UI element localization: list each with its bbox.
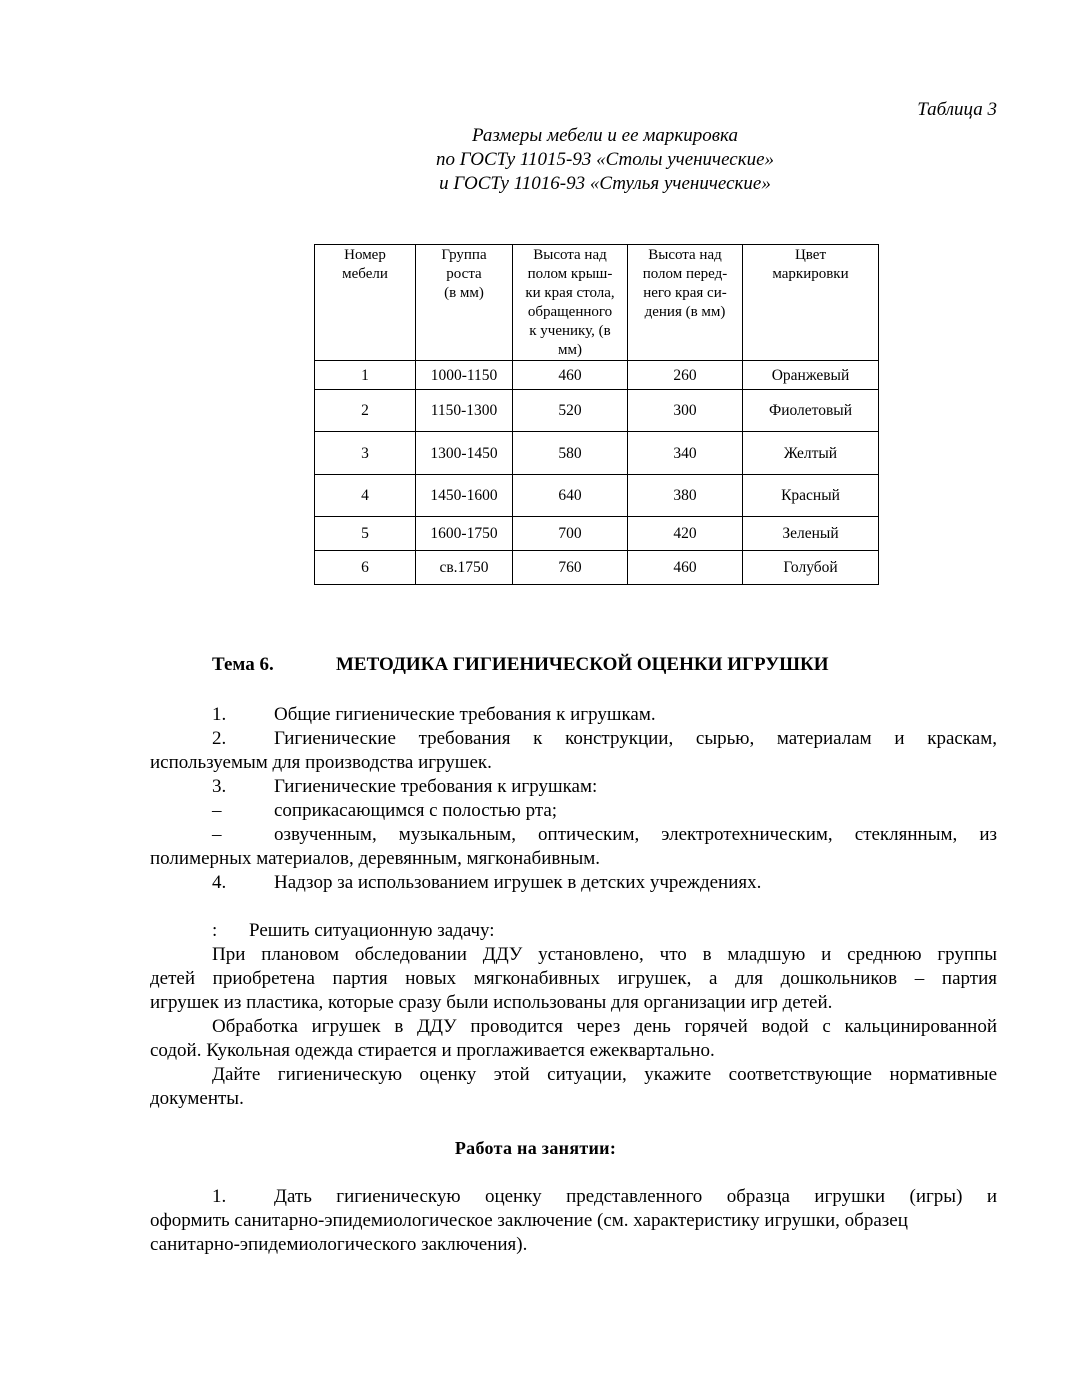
table-cell: 460: [628, 551, 743, 585]
table-cell: 1600-1750: [416, 517, 513, 551]
table-cell: 380: [628, 475, 743, 517]
table-cell: 760: [513, 551, 628, 585]
header-furniture-number: Номер мебели: [315, 245, 416, 361]
question-item: 1. Общие гигиенические требования к игрушкам.: [212, 704, 656, 725]
question-subitem: – озвученным, музыкальным, оптическим, электротехническим, стеклянным, из: [212, 824, 997, 845]
table-row: [315, 361, 879, 390]
task-intro: : Решить ситуационную задачу:: [212, 920, 495, 941]
table-cell: 1150-1300: [416, 390, 513, 432]
table-cell: 460: [513, 361, 628, 390]
topic-heading: [212, 654, 829, 676]
caption-line: по ГОСТу 11015-93 «Столы ученические»: [435, 149, 775, 170]
table-header-row: [315, 245, 879, 361]
questions-list: [150, 703, 997, 895]
question-continuation: используемым для производства игрушек.: [150, 752, 492, 773]
task-paragraph-line: При плановом обследовании ДДУ установлено, что в младшую и среднюю группы: [212, 944, 997, 965]
table-cell: 1300-1450: [416, 432, 513, 475]
task-paragraph-line: Обработка игрушек в ДДУ проводится через день горячей водой с кальцинированной: [212, 1016, 997, 1037]
work-item: 1. Дать гигиеническую оценку представленного образца игрушки (игры) и: [212, 1186, 997, 1207]
table-cell: 580: [513, 432, 628, 475]
furniture-size-table: [314, 244, 879, 585]
header-seat-height: Высота над полом перед- него края си- дения (в мм): [628, 245, 743, 361]
table-cell: Красный: [743, 475, 879, 517]
table-row: [315, 390, 879, 432]
table-cell: Желтый: [743, 432, 879, 475]
table-cell: 700: [513, 517, 628, 551]
table-caption: [300, 124, 910, 196]
table-row: [315, 551, 879, 585]
table-cell: 6: [315, 551, 416, 585]
table-cell: 300: [628, 390, 743, 432]
task-paragraph-line: содой. Кукольная одежда стирается и проглаживается ежеквартально.: [150, 1040, 715, 1061]
table-cell: Оранжевый: [743, 361, 879, 390]
question-continuation: полимерных материалов, деревянным, мягконабивным.: [150, 848, 601, 869]
table-cell: 340: [628, 432, 743, 475]
table-cell: Фиолетовый: [743, 390, 879, 432]
work-item-continuation: оформить санитарно-эпидемиологическое заключение (см. характеристику игрушки, образец: [150, 1210, 908, 1231]
table-cell: 520: [513, 390, 628, 432]
table-cell: 640: [513, 475, 628, 517]
work-heading: Работа на занятии:: [454, 1138, 617, 1158]
task-paragraph-line: документы.: [150, 1088, 244, 1109]
caption-line: Размеры мебели и ее маркировка: [472, 125, 738, 146]
table-cell: 2: [315, 390, 416, 432]
question-item: 4. Надзор за использованием игрушек в детских учреждениях.: [212, 872, 762, 893]
header-marking-color: Цвет маркировки: [743, 245, 879, 361]
table-row: [315, 517, 879, 551]
table-number-label: Таблица 3: [917, 99, 997, 120]
topic-number: Тема 6.: [212, 654, 274, 675]
table-cell: 1450-1600: [416, 475, 513, 517]
table-cell: 1: [315, 361, 416, 390]
task-paragraph-line: игрушек из пластика, которые сразу были использованы для организации игр детей.: [150, 992, 833, 1013]
table-cell: 4: [315, 475, 416, 517]
table-cell: св.1750: [416, 551, 513, 585]
table-cell: 260: [628, 361, 743, 390]
table-cell: Голубой: [743, 551, 879, 585]
table-cell: 5: [315, 517, 416, 551]
header-table-height: Высота над полом крыш- ки края стола, обращенного к ученику, (в мм): [513, 245, 628, 361]
table-row: [315, 432, 879, 475]
table-row: [315, 475, 879, 517]
table-cell: Зеленый: [743, 517, 879, 551]
task-paragraph-line: детей приобретена партия новых мягконабивных игрушек, а для дошкольников – партия: [150, 968, 997, 989]
work-item-continuation: санитарно-эпидемиологического заключения).: [150, 1234, 528, 1255]
header-height-group: Группа роста (в мм): [416, 245, 513, 361]
situational-task: [150, 919, 997, 1111]
question-item: 3. Гигиенические требования к игрушкам:: [212, 776, 598, 797]
work-list: [150, 1185, 997, 1257]
topic-title: МЕТОДИКА ГИГИЕНИЧЕСКОЙ ОЦЕНКИ ИГРУШКИ: [336, 654, 829, 675]
table-cell: 420: [628, 517, 743, 551]
question-item: 2. Гигиенические требования к конструкции, сырью, материалам и краскам,: [212, 728, 997, 749]
task-paragraph-line: Дайте гигиеническую оценку этой ситуации, укажите соответствующие нормативные: [212, 1064, 997, 1085]
table-cell: 1000-1150: [416, 361, 513, 390]
question-subitem: – соприкасающимся с полостью рта;: [212, 800, 558, 821]
caption-line: и ГОСТу 11016-93 «Стулья ученические»: [439, 173, 771, 194]
table-cell: 3: [315, 432, 416, 475]
